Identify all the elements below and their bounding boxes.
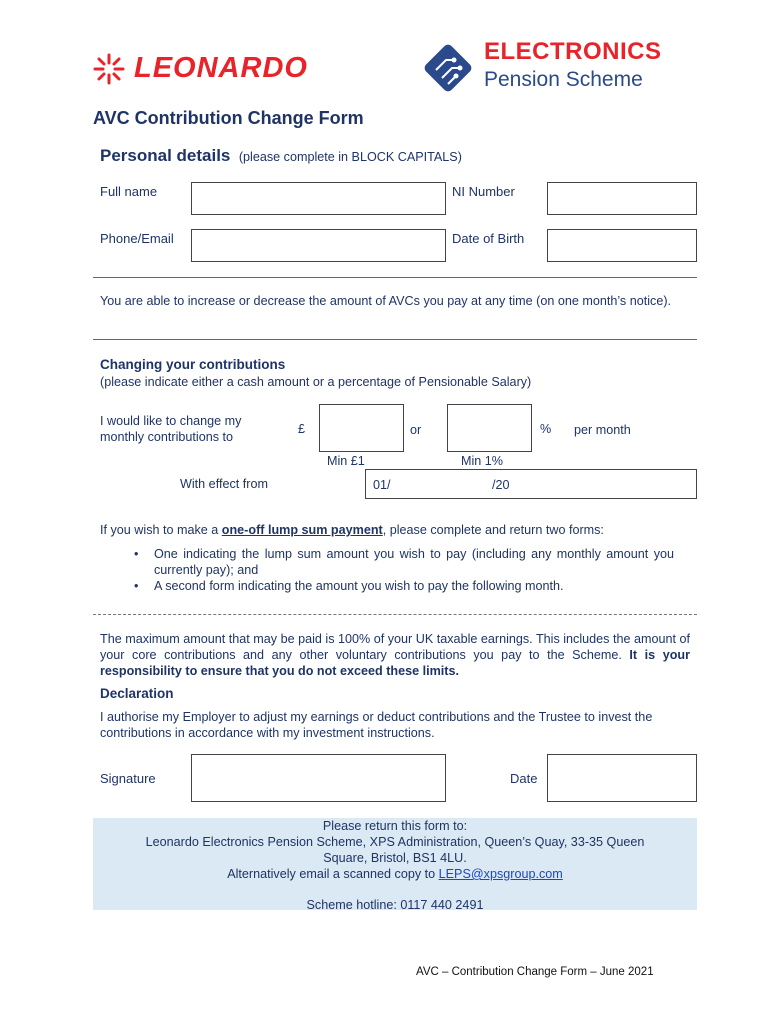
page-footer: AVC – Contribution Change Form – June 2021 <box>416 966 654 978</box>
cash-amount-field[interactable] <box>319 404 404 452</box>
electronics-title: ELECTRONICS <box>484 38 662 65</box>
maximum-body: The maximum amount that may be paid is 100% of your UK taxable earnings. This includes the amount of your core contributions and any other voluntary contributions you pay to the Scheme. <box>100 632 690 662</box>
leonardo-star-icon <box>92 52 126 86</box>
phone-email-field[interactable] <box>191 229 446 262</box>
effect-date-field[interactable] <box>365 469 697 499</box>
would-like-line2: monthly contributions to <box>100 430 234 444</box>
return-line3: Square, Bristol, BS1 4LU. <box>323 851 467 865</box>
circuit-diamond-icon <box>420 40 476 96</box>
full-name-label: Full name <box>100 184 158 199</box>
lump-sum-lead: If you wish to make a <box>100 523 222 537</box>
pension-scheme-subtitle: Pension Scheme <box>484 68 643 91</box>
date-field[interactable] <box>547 754 697 802</box>
would-like-line1: I would like to change my <box>100 414 242 428</box>
divider <box>93 614 697 615</box>
lump-sum-emphasis: one-off lump sum payment <box>221 523 383 537</box>
signature-label: Signature <box>100 771 156 786</box>
lump-sum-text <box>100 522 700 538</box>
email-link[interactable]: LEPS@xpsgroup.com <box>438 867 563 881</box>
leonardo-logo <box>92 50 337 90</box>
currency-symbol: £ <box>298 422 306 436</box>
declaration-text: I authorise my Employer to adjust my earnings or deduct contributions and the Trustee to invest the contributions in accordance with my investment instructions. <box>100 710 653 740</box>
leonardo-wordmark: LEONARDO <box>134 52 308 84</box>
declaration-heading: Declaration <box>100 686 174 701</box>
return-info-box <box>93 818 697 910</box>
phone-email-label: Phone/Email <box>100 231 174 246</box>
divider <box>93 277 697 278</box>
changing-subheading: (please indicate either a cash amount or a percentage of Pensionable Salary) <box>100 375 532 389</box>
ni-number-field[interactable] <box>547 182 697 215</box>
list-item: • One indicating the lump sum amount you wish to pay (including any monthly amount you currently pay); and <box>100 546 674 578</box>
return-email-lead: Alternatively email a scanned copy to <box>227 867 439 881</box>
divider <box>93 339 697 340</box>
list-item: • A second form indicating the amount you wish to pay the following month. <box>100 578 674 594</box>
return-line2: Leonardo Electronics Pension Scheme, XPS Administration, Queen’s Quay, 33-35 Queen <box>145 835 645 849</box>
electronics-pension-logo <box>420 38 690 98</box>
effect-date-suffix: /20 <box>492 478 510 492</box>
lump-sum-list <box>100 546 674 594</box>
per-month-label: per month <box>574 423 631 437</box>
dob-field[interactable] <box>547 229 697 262</box>
dob-label: Date of Birth <box>452 231 525 246</box>
personal-heading-text: Personal details <box>100 146 231 165</box>
min-percent-label: Min 1% <box>461 454 503 468</box>
maximum-bold: It is your responsibility to ensure that you do not exceed these limits. <box>100 648 691 678</box>
percent-symbol: % <box>540 422 552 436</box>
personal-heading-note: (please complete in BLOCK CAPITALS) <box>238 150 462 164</box>
return-email-line <box>93 866 697 882</box>
personal-details-heading <box>100 146 462 166</box>
full-name-field[interactable] <box>191 182 446 215</box>
return-line1: Please return this form to: <box>322 819 468 833</box>
min-cash-label: Min £1 <box>327 454 365 468</box>
effect-from-label: With effect from <box>180 477 268 491</box>
lump-sum-tail: , please complete and return two forms: <box>382 523 604 537</box>
changing-heading: Changing your contributions <box>100 357 286 372</box>
percentage-field[interactable] <box>447 404 532 452</box>
date-label: Date <box>510 771 538 786</box>
signature-field[interactable] <box>191 754 446 802</box>
ni-number-label: NI Number <box>452 184 515 199</box>
effect-date-prefix: 01/ <box>373 478 391 492</box>
scheme-hotline: Scheme hotline: 0117 440 2491 <box>306 898 484 912</box>
maximum-text <box>100 631 690 679</box>
form-title: AVC Contribution Change Form <box>93 108 364 128</box>
or-label: or <box>410 423 422 437</box>
intro-text: You are able to increase or decrease the amount of AVCs you pay at any time (on one month’s notice). <box>100 294 672 308</box>
